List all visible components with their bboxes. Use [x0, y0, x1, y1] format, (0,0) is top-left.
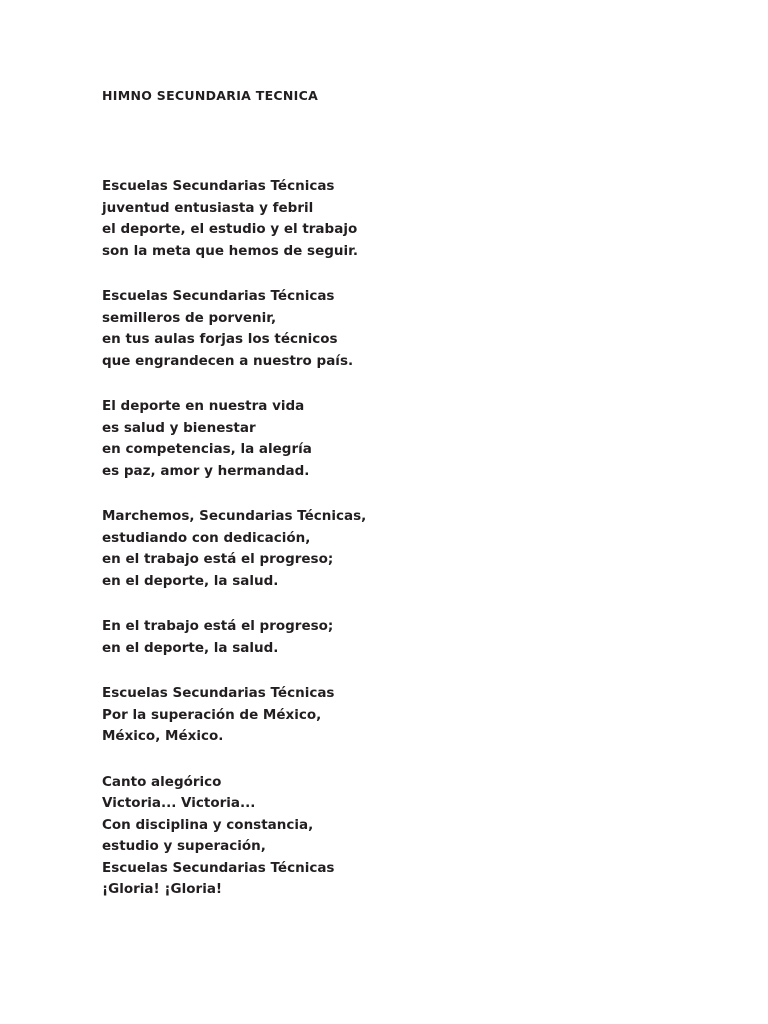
stanza	[102, 506, 642, 592]
lyric-line: ¡Gloria! ¡Gloria!	[102, 881, 223, 897]
stanza	[102, 396, 642, 482]
lyric-line: En el trabajo está el progreso;	[102, 618, 334, 634]
lyric-line: Por la superación de México,	[102, 706, 322, 723]
lyric-line: Marchemos, Secundarias Técnicas,	[102, 508, 367, 524]
lyric-line: Escuelas Secundarias Técnicas	[102, 178, 335, 194]
lyric-line: que engrandecen a nuestro país.	[102, 352, 354, 369]
stanza	[102, 683, 642, 748]
lyric-line: es paz, amor y hermandad.	[102, 462, 310, 479]
lyric-line: Escuelas Secundarias Técnicas	[102, 685, 335, 701]
lyric-line: en el deporte, la salud.	[102, 572, 279, 589]
lyric-line: Escuelas Secundarias Técnicas	[102, 859, 335, 876]
lyric-line: en competencias, la alegría	[102, 441, 312, 457]
stanza	[102, 616, 642, 659]
lyric-line: México, México.	[102, 728, 224, 744]
lyric-line: juventud entusiasta y febril	[102, 199, 314, 216]
stanza	[102, 176, 642, 262]
lyric-line: en el deporte, la salud.	[102, 639, 279, 656]
lyric-line: Escuelas Secundarias Técnicas	[102, 288, 335, 304]
page-title: HIMNO SECUNDARIA TECNICA	[102, 88, 319, 103]
hymn-lyrics	[102, 176, 642, 901]
lyric-line: es salud y bienestar	[102, 419, 256, 436]
stanza	[102, 286, 642, 372]
lyric-line: en tus aulas forjas los técnicos	[102, 331, 338, 347]
stanza	[102, 772, 642, 901]
lyric-line: Victoria... Victoria...	[102, 795, 256, 811]
lyric-line: estudiando con dedicación,	[102, 529, 311, 546]
lyric-line: son la meta que hemos de seguir.	[102, 242, 358, 259]
lyric-line: Canto alegórico	[102, 773, 222, 790]
lyric-line: semilleros de porvenir,	[102, 309, 277, 326]
lyric-line: el deporte, el estudio y el trabajo	[102, 221, 358, 237]
lyric-line: El deporte en nuestra vida	[102, 398, 305, 414]
lyric-line: Con disciplina y constancia,	[102, 816, 314, 833]
lyric-line: estudio y superación,	[102, 838, 266, 854]
lyric-line: en el trabajo está el progreso;	[102, 551, 334, 567]
